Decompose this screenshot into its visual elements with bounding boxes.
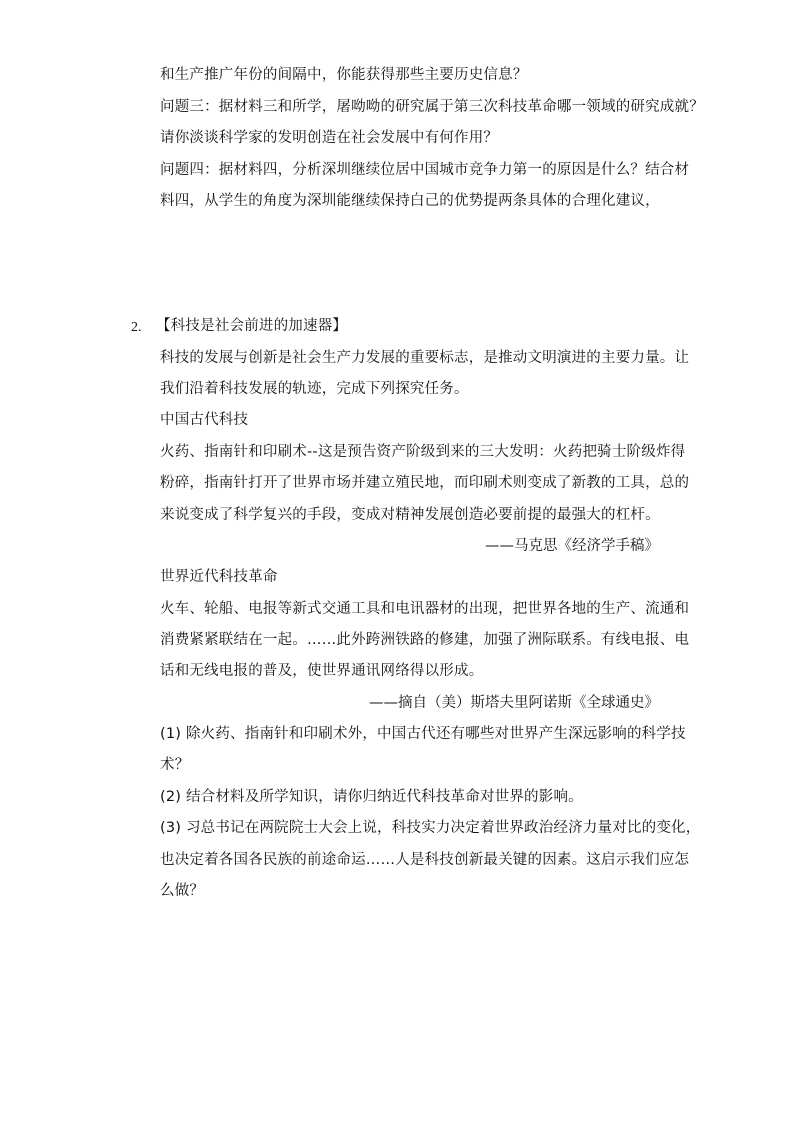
question-number: 2. <box>131 320 142 335</box>
material-line: 来说变成了科学复兴的手段，变成对精神发展创造必要前提的最强大的杠杆。 <box>160 507 660 523</box>
text-line: 和生产推广年份的间隔中，你能获得那些主要历史信息？ <box>160 67 528 83</box>
question-line: 么做？ <box>160 883 205 899</box>
question-line: (1) 除火药、指南针和印刷术外，中国古代还有哪些对世界产生深远影响的科学技 <box>160 726 686 742</box>
question-line: (3) 习总书记在两院院士大会上说，科技实力决定着世界政治经济力量对比的变化， <box>160 820 701 836</box>
material-line: 粉碎，指南针打开了世界市场并建立殖民地，而印刷术则变成了新教的工具，总的 <box>160 475 690 491</box>
section-heading: 世界近代科技革命 <box>160 569 278 585</box>
question-title: 【科技是社会前进的加速器】 <box>156 318 348 334</box>
text-line: 问题三：据材料三和所学，屠呦呦的研究属于第三次科技革命哪一领域的研究成就？ <box>160 99 704 115</box>
source-citation: ——摘自（美）斯塔夫里阿诺斯《全球通史》 <box>369 695 659 711</box>
question-line: 术？ <box>160 757 190 773</box>
material-line: 火车、轮船、电报等新式交通工具和电讯器材的出现，把世界各地的生产、流通和 <box>160 601 690 617</box>
text-line: 料四，从学生的角度为深圳能继续保持白己的优势提两条具体的合理化建议， <box>160 193 660 209</box>
material-line: 话和无线电报的普及，使世界通讯网络得以形成。 <box>160 663 484 679</box>
text-line: 请你淡谈科学家的发明创造在社会发展中有何作用？ <box>160 130 499 146</box>
intro-line: 科技的发展与创新是社会生产力发展的重要标志，是推动文明演进的主要力量。让 <box>160 350 690 366</box>
question-line: 也决定着各国各民族的前途命运……人是科技创新最关键的因素。这启示我们应怎 <box>160 852 690 868</box>
section-heading: 中国古代科技 <box>160 412 249 428</box>
intro-line: 我们沿着科技发展的轨迹，完成下列探究任务。 <box>160 381 469 397</box>
text-line: 问题四：据材料四，分析深圳继续位居中国城市竞争力第一的原因是什么？结合材 <box>160 162 690 178</box>
question-line: (2) 结合材料及所学知识，请你归纳近代科技革命对世界的影响。 <box>160 789 583 805</box>
material-line: 消费紧紧联结在一起。……此外跨洲铁路的修建，加强了洲际联系。有线电报、电 <box>160 632 690 648</box>
material-line: 火药、指南针和印刷术--这是预告资产阶级到来的三大发明：火药把骑士阶级炸得 <box>160 444 686 460</box>
source-citation: ——马克思《经济学手稿》 <box>485 538 659 554</box>
